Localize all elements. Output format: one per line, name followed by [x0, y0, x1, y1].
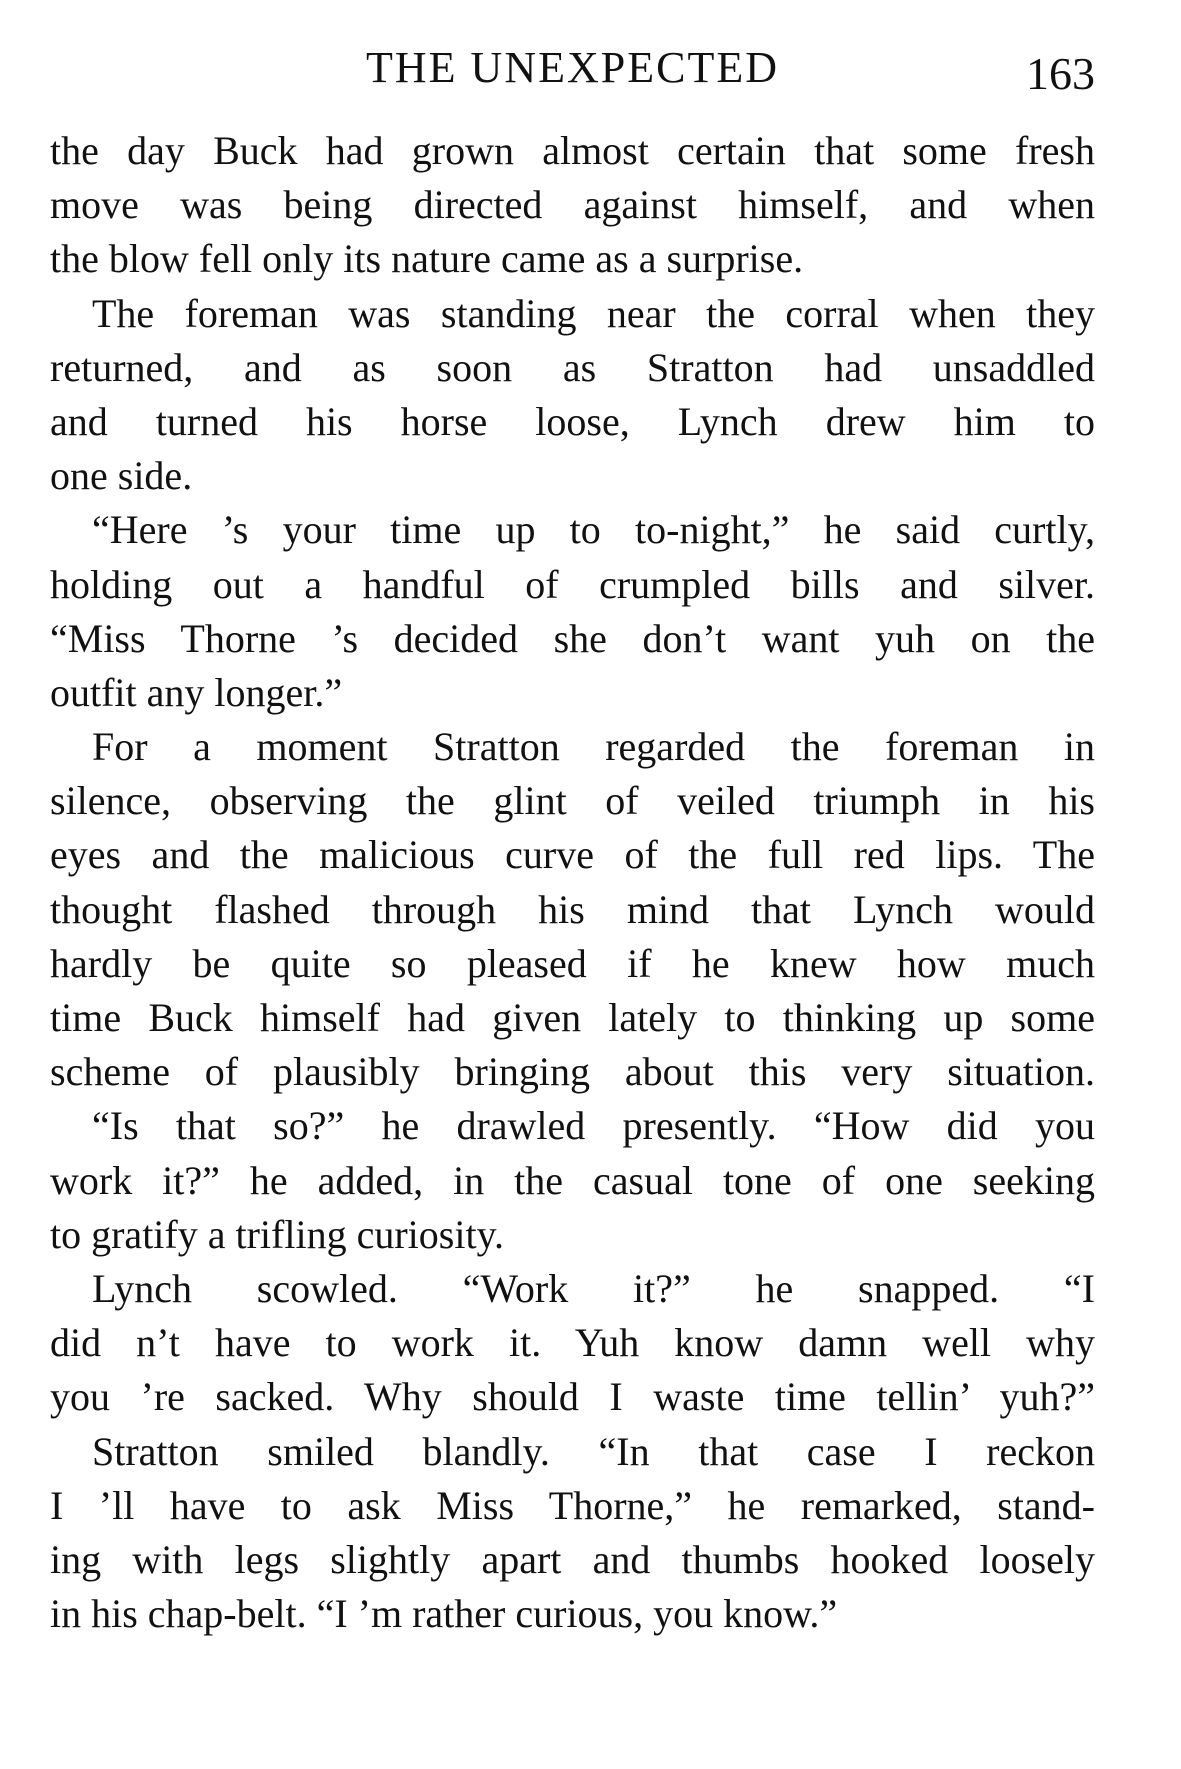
text-line: the day Buck had grown almost certain that some fresh [50, 128, 1095, 173]
body-text [50, 124, 1095, 1641]
text-line: in his chap-belt. “I ’m rather curious, you know.” [50, 1591, 838, 1637]
text-line: “Is that so?” he drawled presently. “How did you [92, 1103, 1095, 1149]
text-line: “Here ’s your time up to to-night,” he said curtly, [92, 507, 1095, 553]
page-number: 163 [1026, 48, 1095, 99]
text-line: and turned his horse loose, Lynch drew him to [50, 398, 1095, 444]
text-line: Lynch scowled. “Work it?” he snapped. “I [92, 1265, 1095, 1311]
text-line: one side. [50, 453, 193, 499]
text-line: you ’re sacked. Why should I waste time tellin’ yuh?” [50, 1374, 1095, 1420]
text-line: The foreman was standing near the corral when they [92, 290, 1095, 336]
text-line: outfit any longer.” [50, 669, 343, 715]
text-line: ing with legs slightly apart and thumbs hooked loosely [50, 1536, 1095, 1582]
text-line: silence, observing the glint of veiled triumph in his [50, 778, 1095, 824]
text-line: thought flashed through his mind that Lynch would [50, 886, 1095, 932]
running-head [50, 38, 1095, 98]
text-line: hardly be quite so pleased if he knew how much [50, 940, 1095, 986]
text-line: For a moment Stratton regarded the foreman in [92, 724, 1095, 770]
text-line: time Buck himself had given lately to thinking up some [50, 995, 1095, 1040]
text-line: work it?” he added, in the casual tone of one seeking [50, 1157, 1095, 1203]
text-line: to gratify a trifling curiosity. [50, 1211, 504, 1257]
text-line: I ’ll have to ask Miss Thorne,” he remarked, stand- [50, 1482, 1095, 1528]
text-line: move was being directed against himself, and when [50, 182, 1095, 228]
text-line: holding out a handful of crumpled bills and silver. [50, 561, 1095, 607]
text-line: Stratton smiled blandly. “In that case I reckon [92, 1428, 1095, 1474]
page-title: THE UNEXPECTED [366, 43, 779, 92]
text-line: eyes and the malicious curve of the full red lips. The [50, 832, 1095, 878]
text-line: scheme of plausibly bringing about this very situation. [50, 1049, 1095, 1095]
text-line: “Miss Thorne ’s decided she don’t want yuh on the [50, 615, 1095, 661]
text-line: the blow fell only its nature came as a surprise. [50, 236, 804, 282]
text-line: did n’t have to work it. Yuh know damn well why [50, 1320, 1095, 1366]
text-line: returned, and as soon as Stratton had unsaddled [50, 344, 1095, 390]
